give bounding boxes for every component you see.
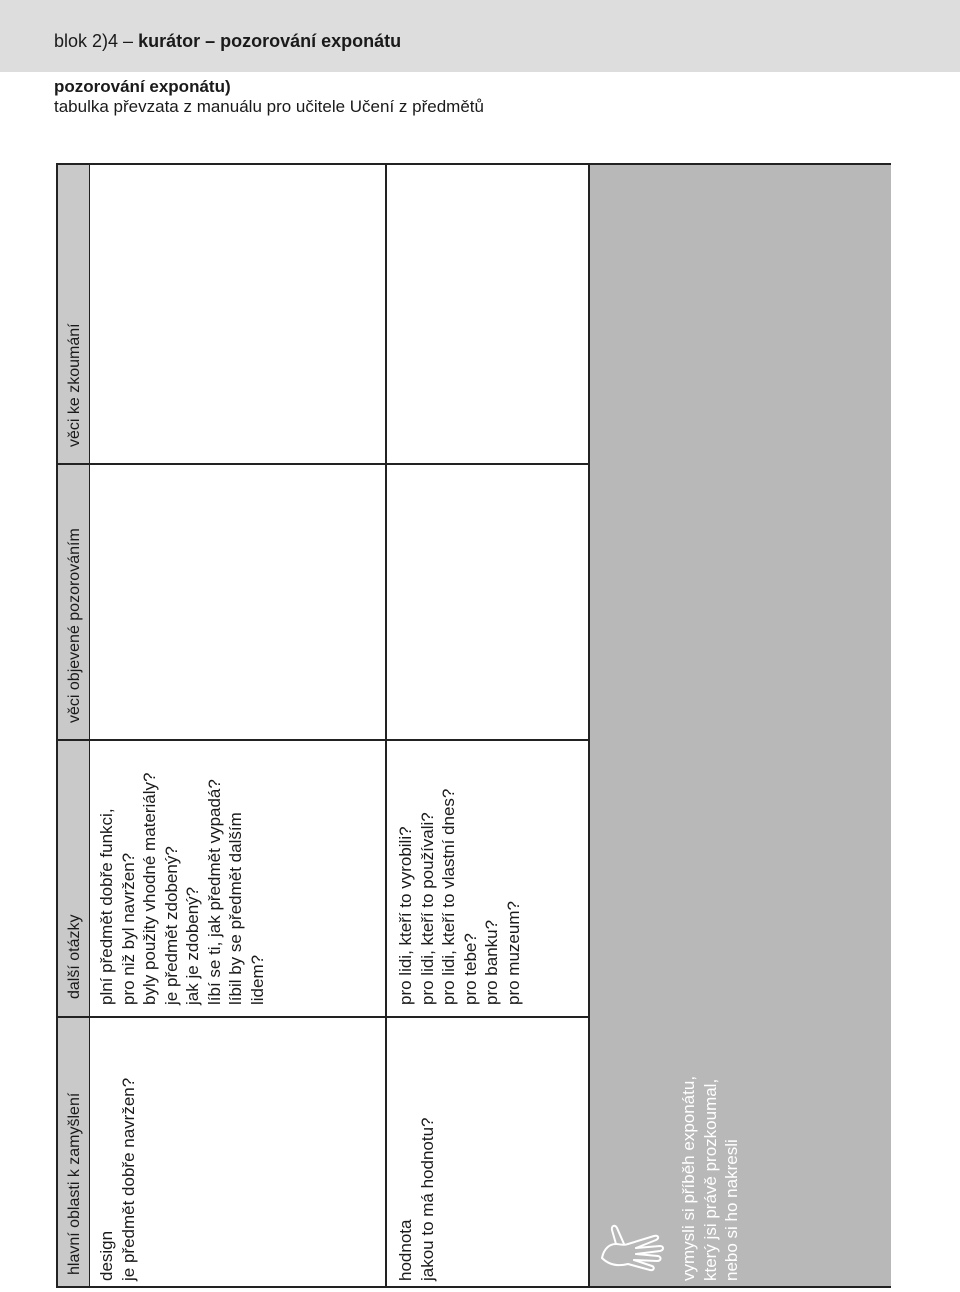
column-divider: [58, 463, 589, 465]
row-value-questions: [395, 789, 524, 1005]
task-line: který jsi právě prozkoumal,: [700, 1078, 720, 1281]
column-header-observed: věci objevené pozorováním: [66, 528, 83, 723]
question-line: líbí se ti, jak předmět vypadá?: [204, 779, 224, 1005]
question-line: lidem?: [247, 954, 267, 1005]
block-heading: [54, 31, 401, 51]
question-line: pro lidi, kteří to používali?: [417, 812, 437, 1005]
question-line: líbil by se předmět dalším: [226, 812, 245, 1005]
row-design-area: [96, 1078, 139, 1281]
question-line: plní předmět dobře funkci,: [97, 808, 116, 1005]
question-line: pro muzeum?: [503, 901, 523, 1005]
row-design-questions: [96, 773, 268, 1005]
row-divider: [385, 165, 387, 1286]
task-line: nebo si ho nakresli: [722, 1139, 741, 1281]
block-title: kurátor – pozorování exponátu: [138, 31, 402, 51]
column-header-questions: další otázky: [66, 914, 83, 999]
observation-table: [56, 163, 891, 1288]
area-name: design: [97, 1230, 116, 1281]
question-line: pro lidi, kteří to vyrobili?: [396, 826, 415, 1005]
area-question: jakou to má hodnotu?: [417, 1117, 437, 1281]
column-divider: [58, 739, 589, 741]
task-text: [678, 1076, 743, 1281]
intro-title: pozorování exponátu): [54, 77, 231, 96]
block-prefix: blok 2)4 –: [54, 31, 134, 51]
question-line: pro banku?: [482, 919, 501, 1005]
question-line: byly použity vhodné materiály?: [140, 772, 159, 1005]
question-line: je předmět zdobený?: [161, 846, 181, 1005]
hand-icon: [594, 1200, 670, 1276]
row-divider: [588, 165, 590, 1286]
column-header-to-explore: věci ke zkoumání: [66, 323, 83, 447]
question-line: pro lidi, kteří to vlastní dnes?: [439, 788, 458, 1005]
row-value-area: [395, 1117, 438, 1281]
question-line: pro tebe?: [460, 933, 480, 1005]
question-line: pro niž byl navržen?: [118, 852, 138, 1005]
intro-subtitle: tabulka převzata z manuálu pro učitele Učení z předmětů: [54, 97, 484, 116]
area-name: hodnota: [396, 1219, 415, 1281]
question-line: jak je zdobený?: [183, 886, 202, 1005]
task-line: vymysli si příběh exponátu,: [679, 1075, 698, 1281]
column-divider: [58, 1016, 589, 1018]
column-header-areas: hlavní oblasti k zamyšlení: [66, 1092, 83, 1275]
area-question: je předmět dobře navržen?: [118, 1077, 138, 1281]
